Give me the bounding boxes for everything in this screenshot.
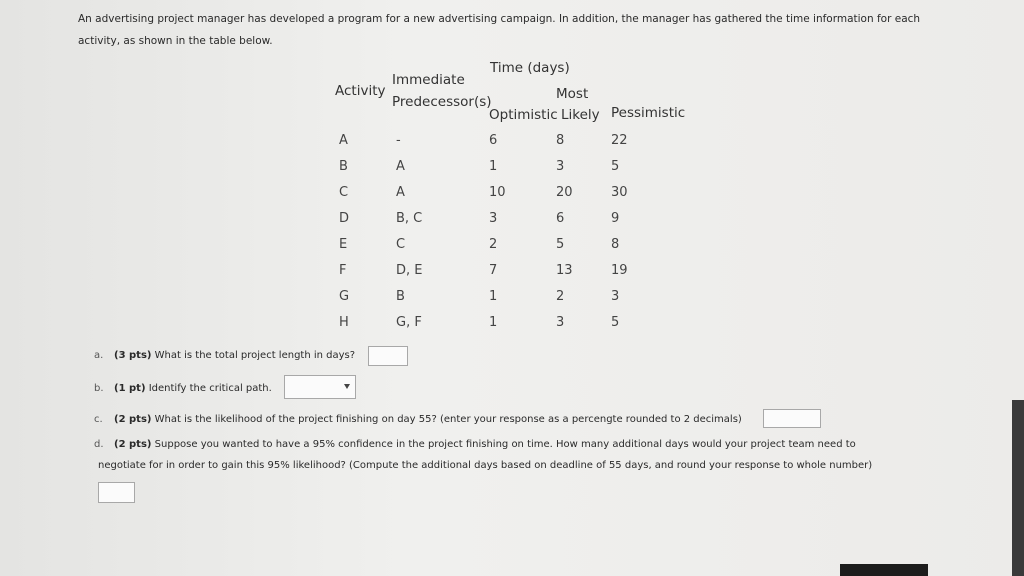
header-predecessors: Predecessor(s) [392,94,492,110]
question-d [94,439,914,453]
question-c-points: (2 pts) [114,414,152,425]
cell-activity: A [339,133,348,148]
cell-predecessor: B [396,289,405,304]
cell-optimistic: 10 [489,185,506,200]
question-c [94,414,764,428]
question-d-label: d. [94,439,104,450]
cell-optimistic: 2 [489,237,498,252]
cell-optimistic: 1 [489,159,498,174]
cell-optimistic: 1 [489,315,498,330]
question-a-label: a. [94,350,104,361]
header-optimistic: Optimistic [489,107,558,123]
answer-a-input[interactable] [368,346,408,366]
cell-predecessor: C [396,237,406,252]
cell-predecessor: A [396,159,405,174]
cell-activity: G [339,289,350,304]
right-edge [1012,400,1024,576]
cell-likely: 6 [556,211,565,226]
cell-predecessor: G, F [396,315,422,330]
cell-predecessor: D, E [396,263,423,278]
question-a-points: (3 pts) [114,350,152,361]
cell-likely: 2 [556,289,565,304]
intro-text: An advertising project manager has developed a program for a new advertising campaign. In addition, the manager has gathered the time information for each activity, as shown in the table below. [78,13,921,47]
cell-predecessor: - [396,133,401,148]
header-activity: Activity [335,83,386,99]
question-d-continued [98,460,918,474]
cell-pessimistic: 3 [611,289,620,304]
header-time-days: Time (days) [490,60,570,76]
cell-likely: 20 [556,185,573,200]
cell-activity: B [339,159,348,174]
header-pessimistic: Pessimistic [611,105,686,121]
critical-path-dropdown[interactable] [284,375,356,399]
cell-activity: E [339,237,348,252]
answer-d-input[interactable] [98,482,135,503]
question-d-points: (2 pts) [114,439,152,450]
header-most: Most [556,86,589,102]
cell-pessimistic: 30 [611,185,628,200]
question-d-text-line1: Suppose you wanted to have a 95% confidence in the project finishing on time. How many additional days would your project team need to [151,439,856,450]
cell-activity: C [339,185,349,200]
cell-pessimistic: 9 [611,211,620,226]
cell-pessimistic: 22 [611,133,628,148]
cell-pessimistic: 5 [611,315,620,330]
cell-likely: 3 [556,159,565,174]
cell-likely: 8 [556,133,565,148]
cell-optimistic: 7 [489,263,498,278]
question-b [94,383,284,397]
cell-activity: F [339,263,347,278]
cell-predecessor: B, C [396,211,423,226]
question-b-text: Identify the critical path. [145,383,272,394]
question-b-label: b. [94,383,104,394]
header-immediate: Immediate [392,72,465,88]
question-c-text: What is the likelihood of the project finishing on day 55? (enter your response as a percengte rounded to 2 decimals) [151,414,742,425]
question-b-points: (1 pt) [114,383,146,394]
cell-likely: 13 [556,263,573,278]
cell-optimistic: 3 [489,211,498,226]
cell-likely: 3 [556,315,565,330]
header-likely: Likely [561,107,600,123]
question-a [94,350,374,364]
question-a-text: What is the total project length in days? [151,350,356,361]
cell-pessimistic: 8 [611,237,620,252]
cell-pessimistic: 19 [611,263,628,278]
answer-c-input[interactable] [763,409,821,428]
cell-predecessor: A [396,185,405,200]
cell-activity: H [339,315,349,330]
cell-optimistic: 1 [489,289,498,304]
cell-pessimistic: 5 [611,159,620,174]
chevron-down-icon [344,384,350,389]
cell-activity: D [339,211,350,226]
cell-optimistic: 6 [489,133,498,148]
question-c-label: c. [94,414,103,425]
cell-likely: 5 [556,237,565,252]
dark-bar [840,564,928,576]
question-d-text-line2: negotiate for in order to gain this 95% likelihood? (Compute the additional days based on deadline of 55 days, and round your response to whole number) [98,460,873,471]
